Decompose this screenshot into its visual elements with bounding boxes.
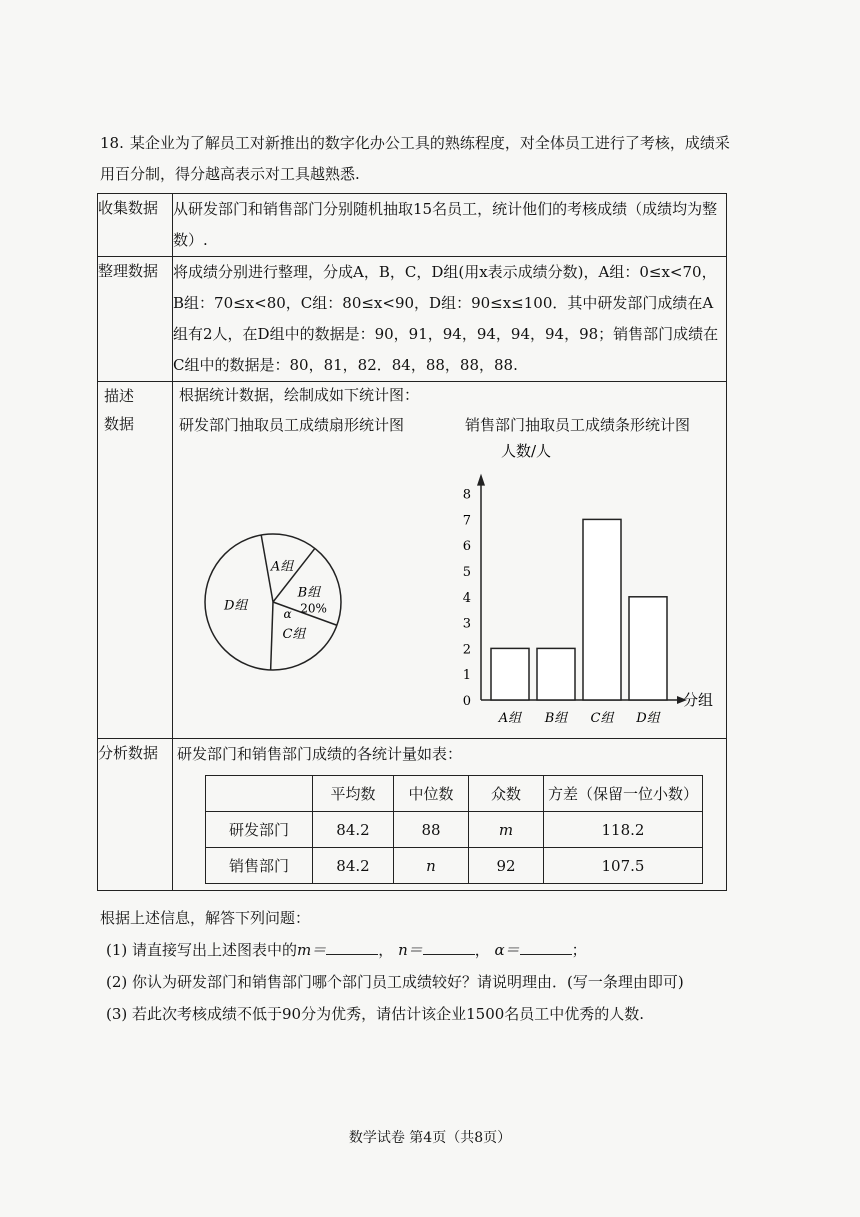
stats-cell: 销售部门 — [206, 848, 313, 884]
question-number: 18. — [100, 134, 124, 152]
stats-row-rd — [206, 812, 703, 848]
stats-header-cell: 众数 — [469, 776, 544, 812]
stats-cell: n — [394, 848, 469, 884]
data-table — [97, 193, 727, 891]
y-tick-label: 4 — [462, 590, 471, 606]
y-tick-label: 2 — [462, 642, 471, 658]
stats-cell: 107.5 — [544, 848, 703, 884]
x-tick-label: B组 — [544, 711, 568, 726]
pie-slice-label: B组 — [297, 585, 321, 601]
y-tick-label: 3 — [462, 616, 471, 632]
bar — [583, 519, 621, 700]
stats-header-cell — [206, 776, 313, 812]
pie-slice-label: C组 — [282, 627, 306, 643]
stats-cell: 84.2 — [313, 812, 394, 848]
stats-table — [205, 775, 703, 884]
questions — [100, 902, 750, 1030]
question-2: (2) 你认为研发部门和销售部门哪个部门员工成绩较好？请说明理由．(写一条理由即可) — [106, 973, 684, 991]
bar — [629, 597, 667, 700]
describe-intro: 根据统计数据，绘制成如下统计图： — [179, 386, 420, 404]
question-1: (1) 请直接写出上述图表中的m＝ ， n＝ ， α＝ ； — [106, 941, 587, 959]
y-tick-label: 7 — [462, 513, 471, 529]
x-axis-label: 分组 — [683, 691, 713, 709]
y-tick-label: 5 — [462, 565, 471, 580]
y-tick-label: 0 — [462, 694, 471, 709]
pie-value-label: 20% — [300, 601, 327, 616]
page-footer: 数学试卷 第4页（共8页） — [348, 1130, 512, 1146]
bar-chart-title: 销售部门抽取员工成绩条形统计图 — [465, 416, 691, 434]
stats-cell: 84.2 — [313, 848, 394, 884]
stats-cell: 研发部门 — [206, 812, 313, 848]
questions-intro: 根据上述信息，解答下列问题： — [100, 909, 311, 927]
stats-header-cell: 方差（保留一位小数） — [544, 776, 703, 812]
stats-header-cell: 中位数 — [394, 776, 469, 812]
y-tick-label: 1 — [462, 668, 471, 684]
bar — [537, 648, 575, 700]
stats-cell: 92 — [469, 848, 544, 884]
pie-chart — [201, 522, 351, 682]
row-label-analyze: 分析数据 — [98, 739, 173, 891]
stats-cell: 118.2 — [544, 812, 703, 848]
x-tick-label: C组 — [590, 711, 614, 726]
row-text-collect: 从研发部门和销售部门分别随机抽取15名员工，统计他们的考核成绩（成绩均为整数）. — [173, 194, 727, 257]
y-tick-label: 8 — [462, 487, 471, 503]
bar-chart — [441, 442, 713, 732]
pie-slice-label: A组 — [270, 559, 294, 575]
stats-header-row — [206, 776, 703, 812]
row-analyze — [173, 739, 727, 891]
stats-cell: 88 — [394, 812, 469, 848]
answer-blank-m[interactable] — [326, 940, 378, 955]
y-axis-label: 人数/人 — [501, 442, 552, 460]
y-axis-arrow — [477, 474, 485, 486]
bar — [491, 648, 529, 700]
stats-row-sales — [206, 848, 703, 884]
pie-angle-label: α — [283, 607, 292, 622]
question-3: (3) 若此次考核成绩不低于90分为优秀，请估计该企业1500名员工中优秀的人数. — [106, 1005, 645, 1023]
answer-blank-n[interactable] — [423, 940, 475, 955]
pie-slice-label: D组 — [223, 598, 248, 614]
x-tick-label: A组 — [498, 711, 522, 726]
question-stem: 某企业为了解员工对新推出的数字化办公工具的熟练程度，对全体员工进行了考核，成绩采用百分制，得分越高表示对工具越熟悉. — [100, 134, 730, 183]
answer-blank-alpha[interactable] — [520, 940, 572, 955]
row-label-organize: 整理数据 — [98, 257, 173, 382]
question-intro — [100, 128, 740, 190]
stats-cell: m — [469, 812, 544, 848]
row-charts — [173, 382, 727, 739]
row-label-collect: 收集数据 — [98, 194, 173, 257]
x-tick-label: D组 — [636, 711, 660, 726]
stats-header-cell: 平均数 — [313, 776, 394, 812]
pie-slice-boundary — [271, 602, 273, 670]
y-tick-label: 6 — [462, 539, 471, 555]
pie-chart-title: 研发部门抽取员工成绩扇形统计图 — [179, 416, 405, 434]
row-label-describe: 描述数据 — [98, 382, 173, 739]
row-text-organize: 将成绩分别进行整理，分成A，B，C，D组(用x表示成绩分数)，A组：0≤x<70，B组：70≤x<80，C组：80≤x<90，D组：90≤x≤100．其中研发部门成绩在A组有2人，在D组中的数据是：90，91，94，94，94，94，98；销售部门成绩在C组中的数据是：80，81，82．84，88，88，88. — [173, 257, 727, 382]
analyze-intro: 研发部门和销售部门成绩的各统计量如表： — [177, 745, 463, 763]
